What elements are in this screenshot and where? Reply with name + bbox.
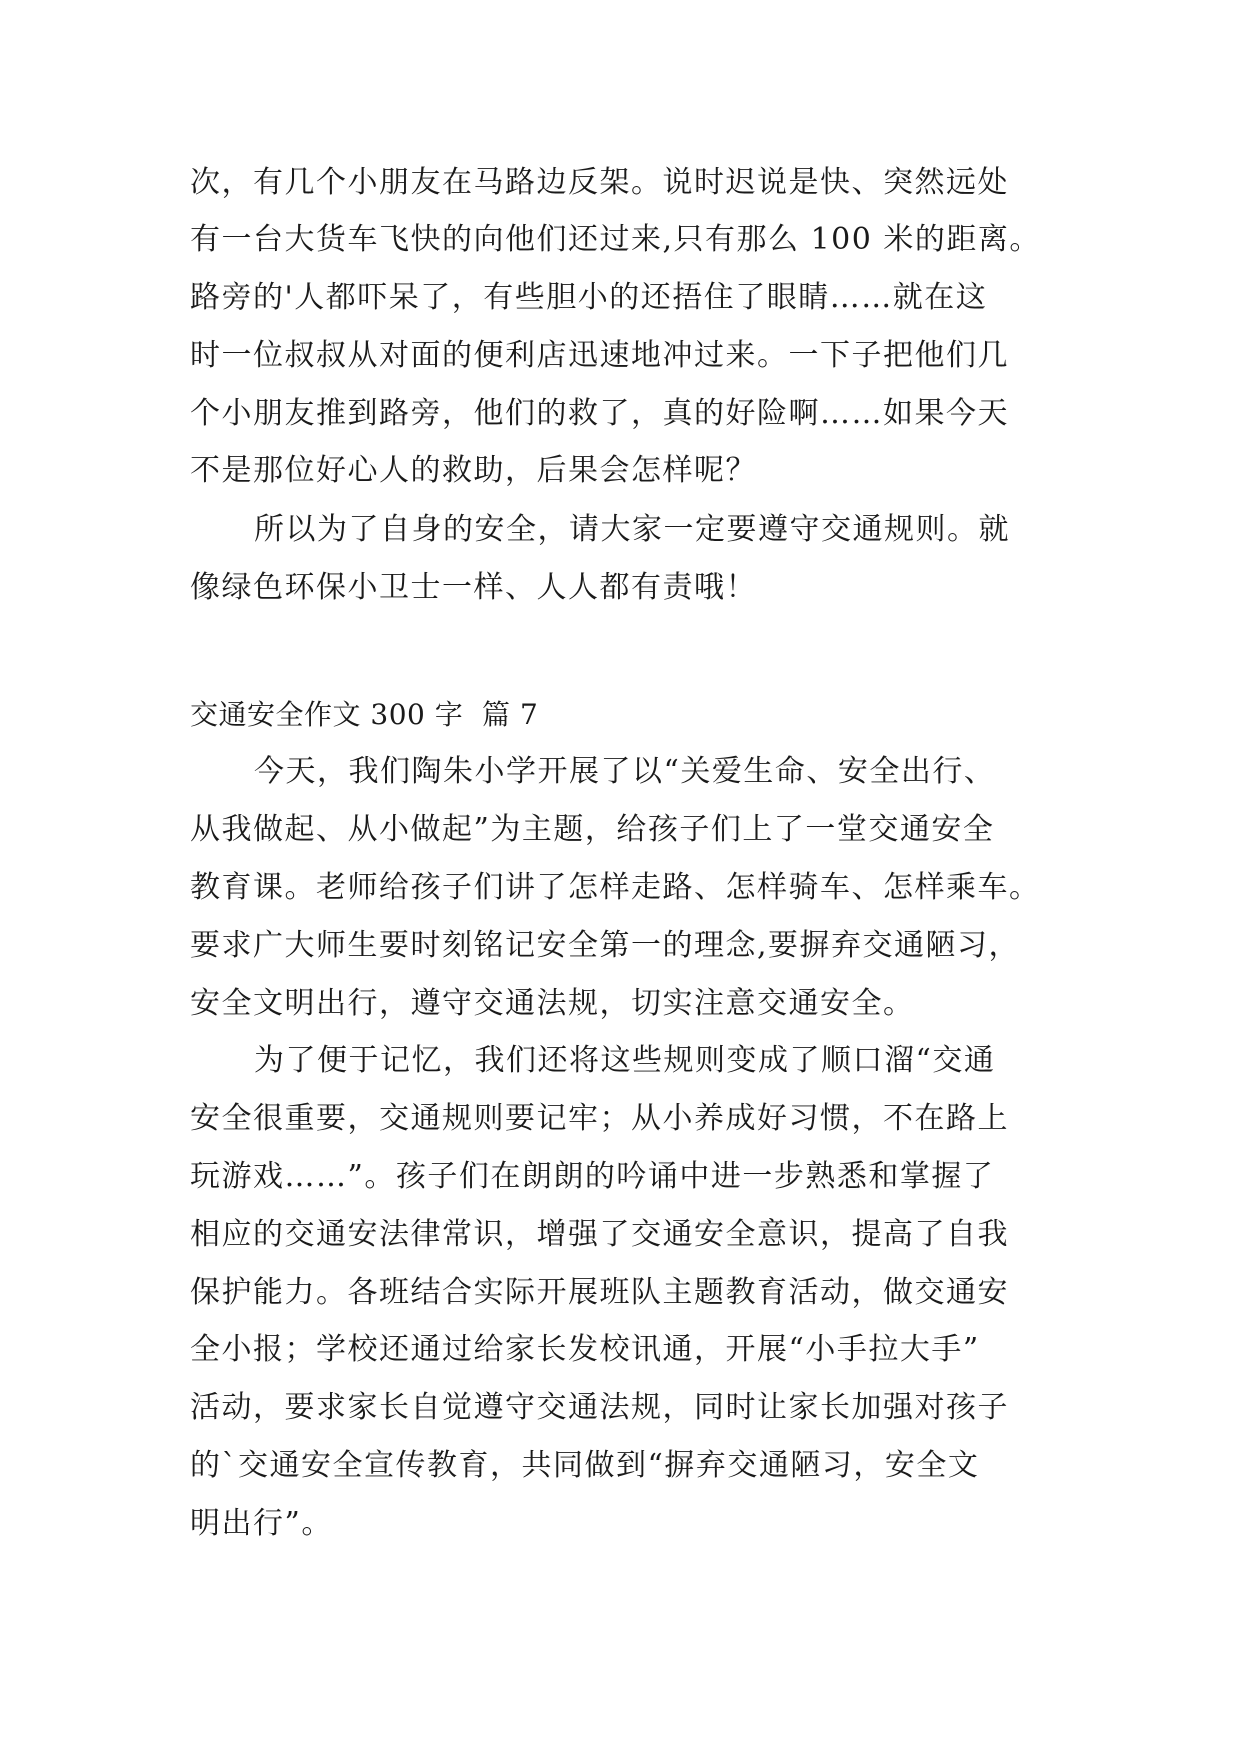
paragraph-line: 安全很重要，交通规则要记牢；从小养成好习惯，不在路上 bbox=[190, 1101, 1009, 1136]
paragraph-line: 次，有几个小朋友在马路边反架。说时迟说是快、突然远处 bbox=[190, 165, 1009, 200]
paragraph-line: 全小报；学校还通过给家长发校讯通，开展“小手拉大手” bbox=[190, 1332, 980, 1367]
paragraph-line: 相应的交通安法律常识，增强了交通安全意识，提高了自我 bbox=[190, 1217, 1009, 1252]
paragraph-line: 玩游戏……”。孩子们在朗朗的吟诵中进一步熟悉和掌握了 bbox=[190, 1159, 995, 1194]
paragraph-line: 不是那位好心人的救助，后果会怎样呢？ bbox=[190, 453, 757, 488]
paragraph-line: 个小朋友推到路旁，他们的救了，真的好险啊……如果今天 bbox=[190, 396, 1009, 431]
paragraph-line: 活动，要求家长自觉遵守交通法规，同时让家长加强对孩子 bbox=[190, 1390, 1009, 1425]
paragraph-line: 的`交通安全宣传教育，共同做到“摒弃交通陋习，安全文 bbox=[190, 1448, 980, 1483]
section-heading: 交通安全作文 300 字 篇 7 bbox=[190, 698, 539, 731]
paragraph-line: 路旁的'人都吓呆了，有些胆小的还捂住了眼睛……就在这 bbox=[190, 280, 988, 315]
paragraph-line: 保护能力。各班结合实际开展班队主题教育活动，做交通安 bbox=[190, 1275, 1009, 1310]
paragraph-line: 要求广大师生要时刻铭记安全第一的理念,要摒弃交通陋习， bbox=[190, 928, 1021, 963]
paragraph-line: 教育课。老师给孩子们讲了怎样走路、怎样骑车、怎样乘车。 bbox=[190, 870, 1041, 905]
paragraph-line: 像绿色环保小卫士一样、人人都有责哦！ bbox=[190, 570, 757, 605]
paragraph-line: 时一位叔叔从对面的便利店迅速地冲过来。一下子把他们几 bbox=[190, 338, 1009, 373]
paragraph-line: 为了便于记忆，我们还将这些规则变成了顺口溜“交通 bbox=[254, 1043, 996, 1078]
paragraph-line: 所以为了自身的安全，请大家一定要遵守交通规则。就 bbox=[254, 512, 1010, 547]
paragraph-line: 安全文明出行，遵守交通法规，切实注意交通安全。 bbox=[190, 986, 915, 1021]
paragraph-line: 从我做起、从小做起”为主题，给孩子们上了一堂交通安全 bbox=[190, 812, 995, 847]
paragraph-line: 明出行”。 bbox=[190, 1506, 333, 1541]
paragraph-line: 有一台大货车飞快的向他们还过来,只有那么 100 米的距离。 bbox=[190, 222, 1041, 257]
paragraph-line: 今天，我们陶朱小学开展了以“关爱生命、安全出行、 bbox=[254, 754, 996, 789]
